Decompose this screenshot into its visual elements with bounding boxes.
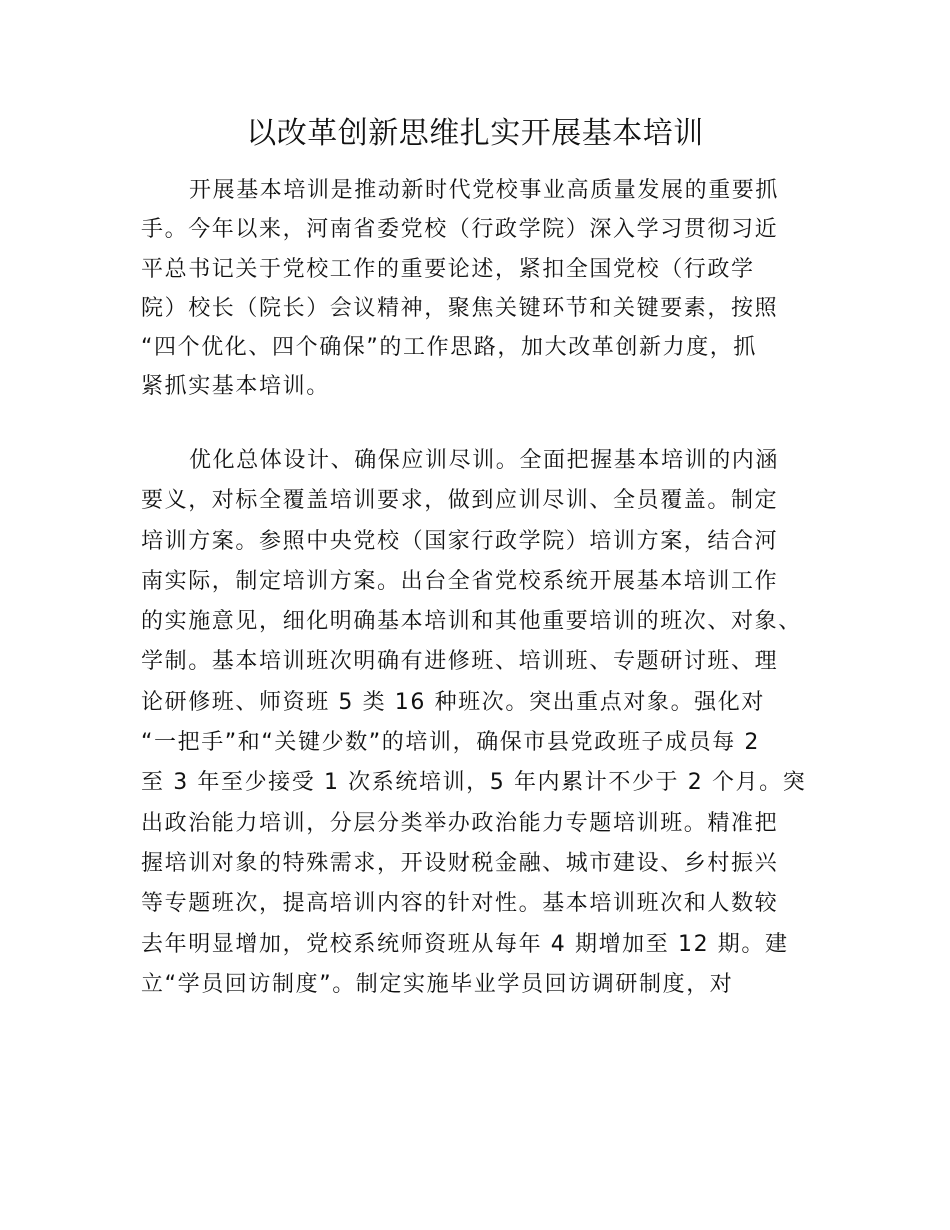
paragraph-2: [141, 441, 841, 1005]
paragraph-1: [141, 171, 841, 407]
text-line: 优化总体设计、确保应训尽训。全面把握基本培训的内涵: [189, 448, 780, 473]
text-line: 南实际，制定培训方案。出台全省党校系统开展基本培训工作: [141, 568, 779, 594]
text-line: 去年明显增加，党校系统师资班从每年 4 期增加至 12 期。建: [141, 931, 789, 957]
text-line: 的实施意见，细化明确基本培训和其他重要培训的班次、对象、: [141, 609, 802, 635]
text-line: 等专题班次，提高培训内容的针对性。基本培训班次和人数较: [141, 891, 779, 917]
text-line: 紧抓实基本培训。: [141, 374, 330, 400]
text-line: 手。今年以来，河南省委党校（行政学院）深入学习贯彻习近: [141, 217, 779, 243]
text-line: 至 3 年至少接受 1 次系统培训，5 年内累计不少于 2 个月。突: [141, 770, 807, 796]
text-line: “一把手”和“关键少数”的培训，确保市县党政班子成员每 2: [141, 730, 760, 756]
text-line: 培训方案。参照中央党校（国家行政学院）培训方案，结合河: [141, 528, 779, 554]
text-line: 要义，对标全覆盖培训要求，做到应训尽训、全员覆盖。制定: [141, 488, 779, 514]
text-line: 平总书记关于党校工作的重要论述，紧扣全国党校（行政学: [141, 256, 755, 282]
text-line: 出政治能力培训，分层分类举办政治能力专题培训班。精准把: [141, 810, 779, 836]
text-line: “四个优化、四个确保”的工作思路，加大改革创新力度，抓: [141, 335, 757, 361]
text-line: 学制。基本培训班次明确有进修班、培训班、专题研讨班、理: [141, 649, 779, 675]
text-line: 论研修班、师资班 5 类 16 种班次。突出重点对象。强化对: [141, 689, 765, 715]
text-line: 开展基本培训是推动新时代党校事业高质量发展的重要抓: [189, 178, 780, 203]
document-title: 以改革创新思维扎实开展基本培训: [246, 116, 704, 151]
text-line: 握培训对象的特殊需求，开设财税金融、城市建设、乡村振兴: [141, 850, 779, 876]
text-line: 院）校长（院长）会议精神，聚焦关键环节和关键要素，按照: [141, 295, 779, 321]
text-line: 立“学员回访制度”。制定实施毕业学员回访调研制度，对: [141, 971, 734, 997]
